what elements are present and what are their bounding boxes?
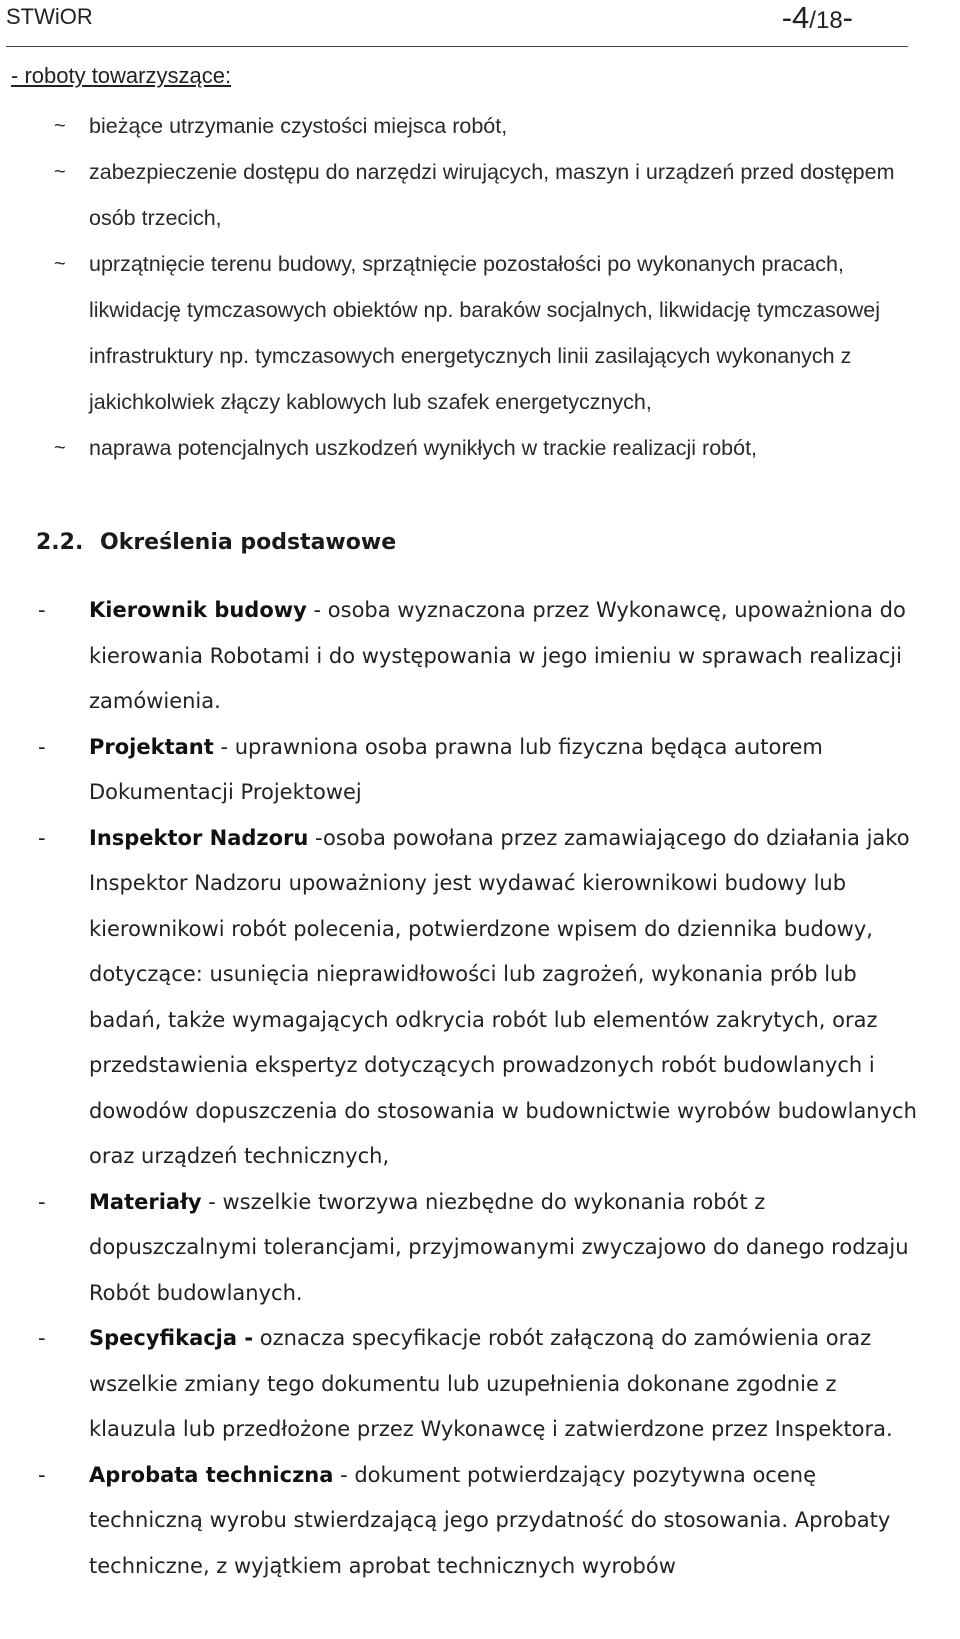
definition-body	[89, 1316, 929, 1453]
definition-marker: -	[38, 1189, 46, 1214]
page-header	[6, 0, 908, 47]
definition-term: Inspektor Nadzoru	[89, 825, 309, 850]
bullet-text: uprzątnięcie terenu budowy, sprzątnięcie pozostałości po wykonanych pracach, likwidację tymczasowych obiektów np. baraków socjalnych, likwidację tymczasowej infrastruktury np. tymczasowych energetycznych linii zasilających wykonanych z jakichkolwiek złączy kablowych lub szafek energetycznych,	[89, 252, 881, 414]
definition-text: - dokument potwierdzający pozytywna ocenę techniczną wyrobu stwierdzającą jego przydatność do stosowania. Aprobaty techniczne, z wyjątkiem aprobat technicznych wyrobów	[89, 1462, 891, 1578]
definition-marker: -	[38, 1326, 46, 1350]
definition-item	[0, 816, 960, 1180]
section-label: - roboty towarzyszące:	[11, 63, 232, 88]
bullet-marker: ~	[54, 115, 66, 137]
definition-body	[89, 1453, 929, 1590]
definition-body	[89, 1180, 929, 1317]
section-title: Określenia podstawowe	[100, 530, 397, 555]
definition-term: Materiały	[89, 1189, 202, 1214]
definition-body	[89, 588, 929, 725]
page-number: 4	[792, 0, 810, 35]
definition-text: -osoba powołana przez zamawiającego do działania jako Inspektor Nadzoru upoważniony jest wydawać kierownikowi budowy lub kierownikowi robót polecenia, potwierdzone wpisem do dziennika budowy, dotyczące: usunięcia nieprawidłowości lub zagrożeń, wykonania prób lub badań, także wymagających odkrycia robót lub elementów zakrytych, oraz przedstawienia ekspertyz dotyczących prowadzonych robót budowlanych i dowodów dopuszczenia do stosowania w budownictwie wyrobów budowlanych oraz urządzeń technicznych,	[89, 825, 917, 1168]
definition-marker: -	[38, 1462, 46, 1487]
section-number: 2.2.	[36, 530, 84, 555]
definition-marker: -	[38, 734, 46, 759]
definition-item	[0, 588, 960, 725]
list-item	[0, 103, 960, 149]
definition-marker: -	[38, 825, 46, 850]
section-heading	[36, 530, 396, 555]
definition-term: Kierownik budowy	[89, 598, 307, 622]
bullet-text: bieżące utrzymanie czystości miejsca robót,	[89, 114, 508, 138]
list-item	[0, 149, 960, 241]
definition-text: - osoba wyznaczona przez Wykonawcę, upoważniona do kierowania Robotami i do występowania w jego imieniu w sprawach realizacji zamówienia.	[89, 598, 906, 713]
bullet-text: zabezpieczenie dostępu do narzędzi wirujących, maszyn i urządzeń przed dostępem osób trzecich,	[89, 160, 895, 230]
bullet-marker: ~	[54, 253, 66, 275]
definition-term: Projektant	[89, 734, 214, 759]
definition-term: Specyfikacja -	[89, 1326, 254, 1350]
definition-body	[89, 816, 929, 1180]
definition-item	[0, 1453, 960, 1590]
bullet-marker: ~	[54, 161, 66, 183]
bullet-marker: ~	[54, 437, 66, 459]
definition-text: - wszelkie tworzywa niezbędne do wykonania robót z dopuszczalnymi tolerancjami, przyjmowanymi zwyczajowo do danego rodzaju Robót budowlanych.	[89, 1189, 909, 1305]
definition-text: - uprawniona osoba prawna lub fizyczna będąca autorem Dokumentacji Projektowej	[89, 734, 823, 804]
page-total: /18	[809, 7, 843, 34]
page-prefix: -	[781, 0, 793, 35]
bullet-text: naprawa potencjalnych uszkodzeń wynikłych w trackie realizacji robót,	[89, 436, 758, 460]
definition-item	[0, 1180, 960, 1317]
definition-item	[0, 1316, 960, 1453]
page-indicator	[782, 0, 853, 36]
list-item	[0, 241, 960, 425]
definitions-list	[0, 588, 960, 1589]
definition-body	[89, 725, 929, 816]
definition-item	[0, 725, 960, 816]
page-suffix: -	[842, 0, 853, 35]
document-code: STWiOR	[6, 4, 93, 29]
definition-marker: -	[38, 598, 46, 622]
bullet-list	[0, 103, 960, 471]
definition-text: oznacza specyfikacje robót załączoną do zamówienia oraz wszelkie zmiany tego dokumentu lub uzupełnienia dokonane zgodnie z klauzula lub przedłożone przez Wykonawcę i zatwierdzone przez Inspektora.	[89, 1326, 893, 1441]
list-item	[0, 425, 960, 471]
definition-term: Aprobata techniczna	[89, 1462, 334, 1487]
